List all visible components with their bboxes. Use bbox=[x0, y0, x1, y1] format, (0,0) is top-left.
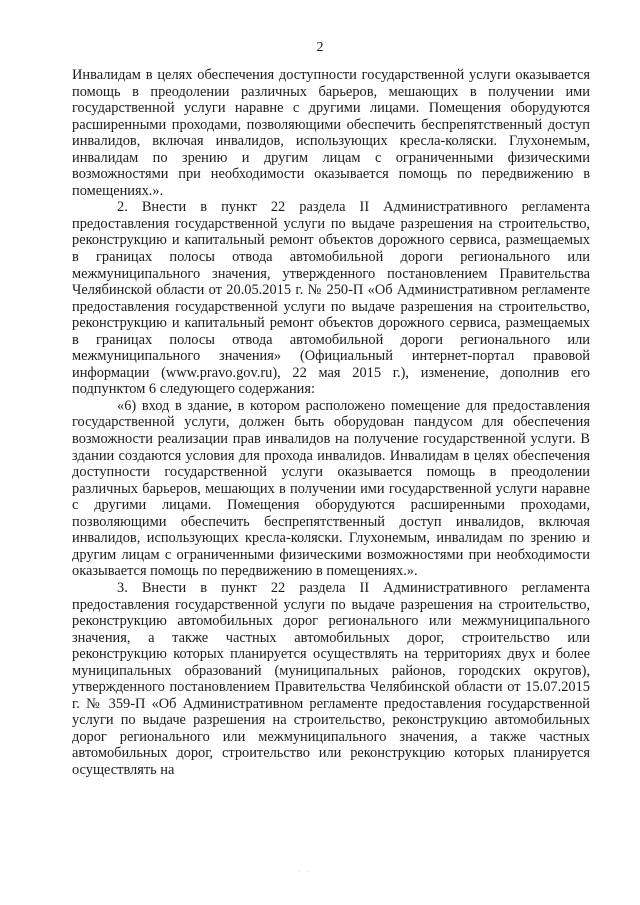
paragraph-item-3: 3. Внести в пункт 22 раздела II Административного регламента предоставления государственной услуги по выдаче разрешения на строительство, реконструкцию автомобильных дорог регионального или межмуниципального значения, а также частных автомобильных дорог, строительство или реконструкцию которых планируется осуществлять на территориях двух и более муниципальных образований (муниципальных районов, городских округов), утвержденного постановлением Правительства Челябинской области от 15.07.2015 г. № 359-П «Об Административном регламенте предоставления государственной услуги по выдаче разрешения на строительство, реконструкцию автомобильных дорог регионального или межмуниципального значения, а также частных автомобильных дорог, строительство или реконструкцию которых планируется осуществлять на bbox=[72, 579, 590, 778]
paragraph-item-2: 2. Внести в пункт 22 раздела II Административного регламента предоставления государственной услуги по выдаче разрешения на строительство, реконструкцию и капитальный ремонт объектов дорожного сервиса, размещаемых в границах полосы отвода автомобильной дороги регионального или межмуниципального значения, утвержденного постановлением Правительства Челябинской области от 20.05.2015 г. № 250-П «Об Административном регламенте предоставления государственной услуги по выдаче разрешения на строительство, реконструкцию и капитальный ремонт объектов дорожного сервиса, размещаемых в границах полосы отвода автомобильной дороги регионального или межмуниципального значения» (Официальный интернет-портал правовой информации (www.pravo.gov.ru), 22 мая 2015 г.), изменение, дополнив его подпунктом 6 следующего содержания: bbox=[72, 199, 590, 398]
paragraph-subitem-6: «6) вход в здание, в котором расположено помещение для предоставления государственной услуги, должен быть оборудован пандусом для обеспечения возможности реализации прав инвалидов на получение государственной услуги. В здании создаются условия для прохода инвалидов. Инвалидам в целях обеспечения доступности государственной услуги оказывается помощь в преодолении различных барьеров, мешающих в получении ими государственной услуги наравне с другими лицами. Помещения оборудуются расширенными проходами, позволяющими обеспечить беспрепятственный доступ инвалидов, включая инвалидов, использующих кресла-коляски. Глухонемым, инвалидам по зрению и другим лицам с ограниченными физическими возможностями при необходимости оказывается помощь по передвижению в помещениях.». bbox=[72, 397, 590, 580]
page-number: 2 bbox=[316, 40, 324, 55]
paragraph-continuation: Инвалидам в целях обеспечения доступности государственной услуги оказывается помощь в преодолении различных барьеров, мешающих в получении ими государственной услуги наравне с другими лицами. Помещения оборудуются расширенными проходами, позволяющими обеспечить беспрепятственный доступ инвалидов, включая инвалидов, использующих кресла-коляски. Глухонемым, инвалидам по зрению и другим лицам с ограниченными физическими возможностями при необходимости оказывается помощь по передвижению в помещениях.». bbox=[72, 67, 590, 199]
scan-artifact: · · bbox=[298, 869, 313, 875]
document-body bbox=[72, 67, 590, 779]
